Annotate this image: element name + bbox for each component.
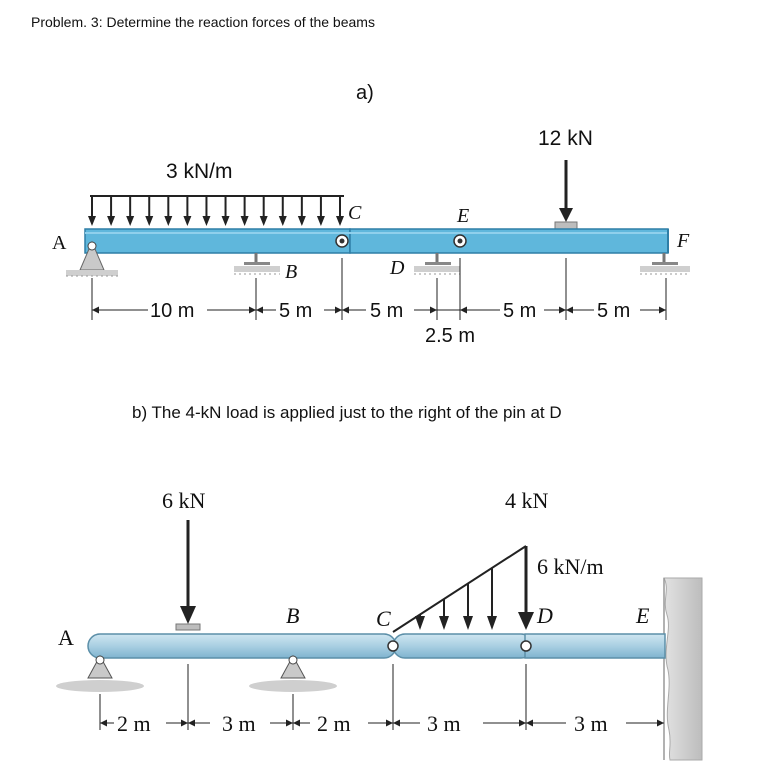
part-a-point-load-arrow [555, 160, 577, 229]
part-b-note: b) The 4-kN load is applied just to the right of the pin at D [132, 403, 562, 422]
part-a-roller-support-f-icon [640, 253, 690, 274]
part-b-hinge-c-icon [388, 641, 398, 651]
part-b-6kn-arrow [176, 520, 200, 630]
udl-arrow-head-icon [336, 216, 344, 226]
tri-arrow-head-icon [439, 616, 449, 630]
udl-arrow-head-icon [202, 216, 210, 226]
part-b-beam-segment-ac [88, 634, 396, 658]
part-a-dim-bc: 5 m [279, 300, 313, 322]
udl-arrow-head-icon [145, 216, 153, 226]
udl-arrow-head-icon [241, 216, 249, 226]
udl-arrow-head-icon [298, 216, 306, 226]
part-a-point-b-label: B [285, 261, 298, 283]
tri-arrow-head-icon [463, 616, 473, 630]
part-a-point-f-label: F [677, 230, 690, 252]
part-a-load-arrows [88, 196, 344, 226]
part-b-dim-4: 3 m [427, 711, 461, 736]
udl-arrow-head-icon [222, 216, 230, 226]
udl-arrow-head-icon [260, 216, 268, 226]
part-b-fixed-wall-e-icon [664, 578, 702, 760]
part-a-beam [85, 229, 668, 253]
part-b-pin-support-b-icon [249, 656, 337, 692]
tri-arrow-head-icon [415, 616, 425, 630]
part-a-point-d-label: D [390, 257, 405, 279]
part-b-dim-5: 3 m [574, 711, 608, 736]
part-b-4kn-label: 4 kN [505, 488, 549, 513]
udl-arrow-head-icon [317, 216, 325, 226]
part-b-hinge-d-icon [521, 641, 531, 651]
part-a-roller-support-b-icon [234, 253, 280, 274]
udl-arrow-head-icon [183, 216, 191, 226]
part-b-6kn-label: 6 kN [162, 488, 206, 513]
udl-arrow-head-icon [279, 216, 287, 226]
part-a-point-c-label: C [348, 202, 362, 224]
part-b-point-a-label: A [58, 625, 74, 650]
part-a-distributed-load [88, 196, 344, 226]
part-a-label: a) [356, 82, 374, 104]
part-b-beam [88, 634, 665, 658]
part-b-beam-segment-cd [393, 634, 533, 658]
page-title: Problem. 3: Determine the reaction forces of the beams [31, 14, 375, 30]
part-b-point-c-label: C [376, 606, 391, 631]
part-b-point-b-label: B [286, 603, 300, 628]
part-a-point-e-label: E [457, 205, 470, 227]
udl-arrow-head-icon [164, 216, 172, 226]
part-a-point-load-label: 12 kN [538, 127, 593, 150]
part-a-roller-support-d-icon [414, 253, 460, 274]
part-b-pin-support-a-icon [56, 656, 144, 692]
part-b-triangular-load [393, 546, 526, 632]
part-b-dim-3: 2 m [317, 711, 351, 736]
part-b-distributed-load-label: 6 kN/m [537, 554, 604, 579]
part-a-dim-cd: 5 m [370, 300, 404, 322]
part-b-beam-segment-de [525, 634, 665, 658]
part-a-dim-load-f: 5 m [597, 300, 631, 322]
udl-arrow-head-icon [88, 216, 96, 226]
part-b-dim-2: 3 m [222, 711, 256, 736]
part-b-dim-1: 2 m [117, 711, 151, 736]
tri-arrow-head-icon [487, 616, 497, 630]
part-b-4kn-arrow-head-icon [518, 612, 534, 630]
part-b-point-e-label: E [636, 603, 650, 628]
part-b-point-d-label: D [537, 603, 553, 628]
part-a-dim-de: 2.5 m [425, 325, 476, 347]
part-b-load-arrows [415, 568, 497, 630]
udl-arrow-head-icon [126, 216, 134, 226]
part-a-point-a-label: A [52, 232, 67, 254]
part-a-dim-e-load: 5 m [503, 300, 537, 322]
udl-arrow-head-icon [107, 216, 115, 226]
part-a-dim-ab: 10 m [150, 300, 195, 322]
part-b-load-slope-line [393, 546, 526, 632]
part-a-distributed-load-label: 3 kN/m [166, 160, 233, 183]
